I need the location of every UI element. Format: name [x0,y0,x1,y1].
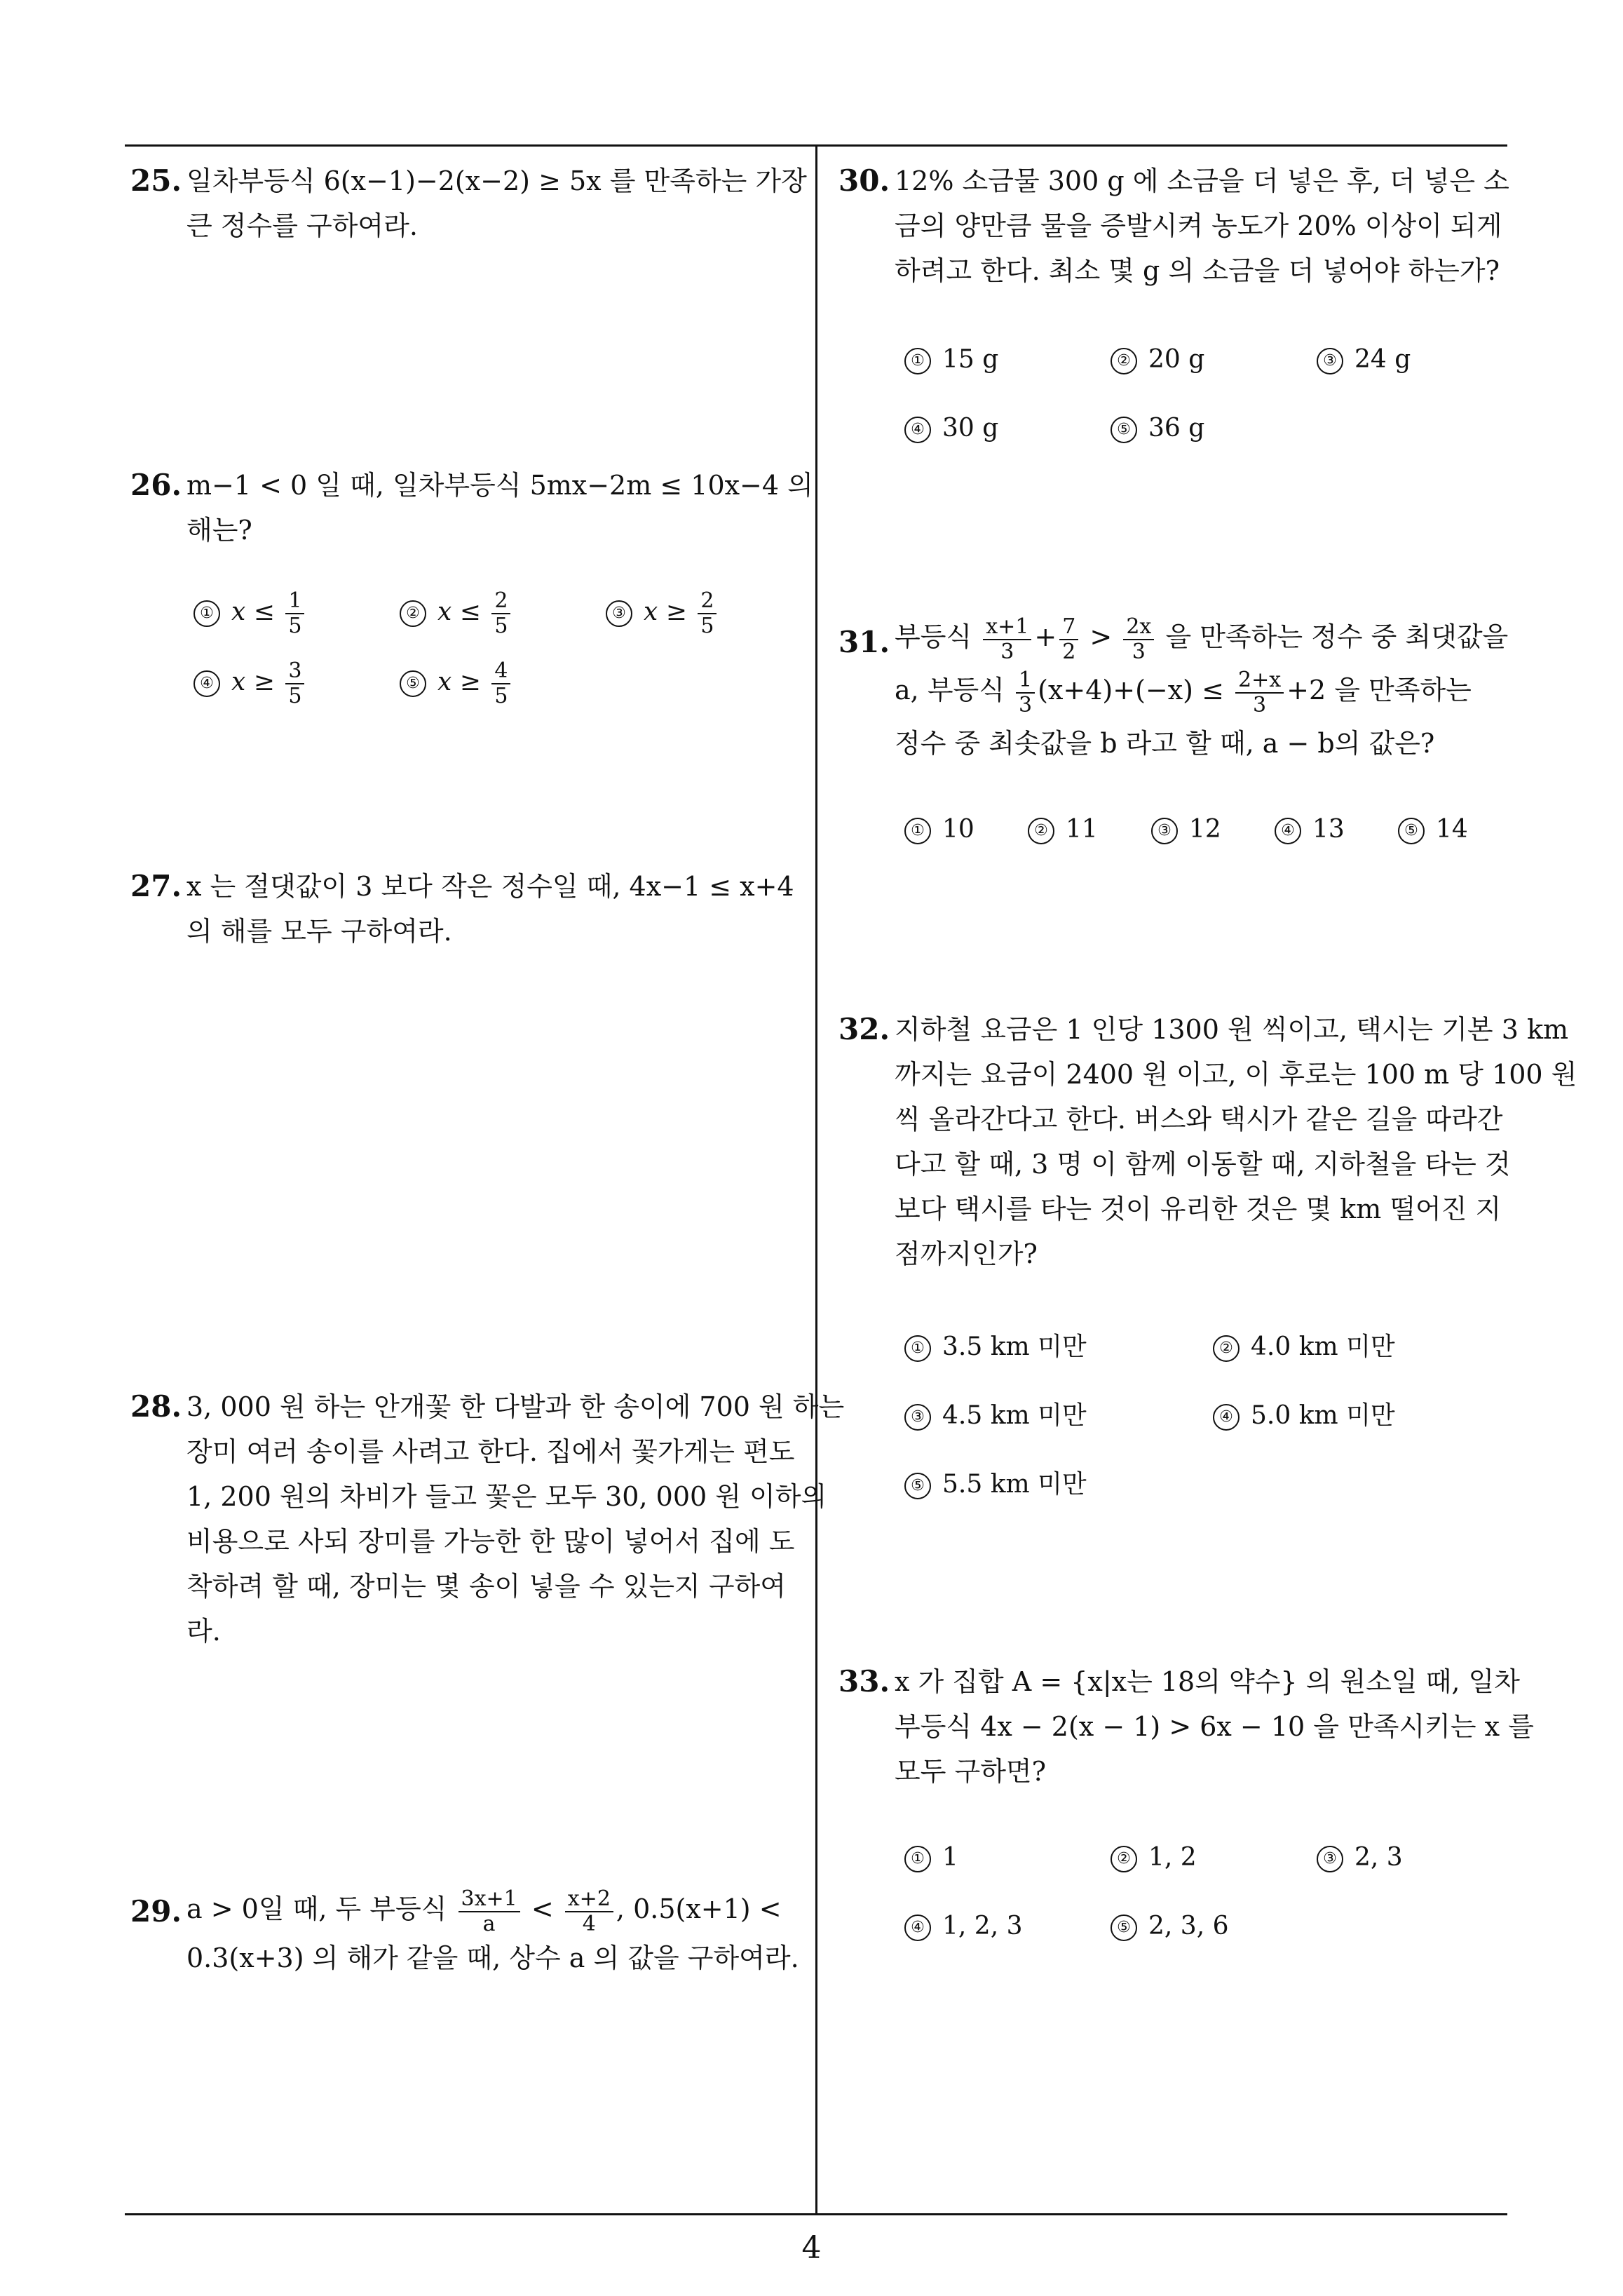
denominator: 5 [494,614,508,638]
choice-text: 1 [942,1843,958,1872]
choice-text: 12 [1189,815,1221,844]
choice-text: 5.0 km 미만 [1251,1401,1395,1430]
choice-marker: ⑤ [1398,818,1425,844]
question-number: 31. [838,625,890,659]
choice-text: 20 g [1148,345,1205,374]
numerator: 1 [285,589,304,614]
choice-1[interactable] [904,1843,958,1872]
choice-text: 13 [1312,815,1345,844]
fraction [285,659,304,708]
denominator: 3 [1000,639,1014,664]
choice-marker: ④ [193,670,220,697]
choice-marker: ② [1213,1335,1240,1362]
choice-marker: ④ [1275,818,1301,844]
choice-4[interactable] [904,414,998,443]
numerator: 2 [491,589,510,614]
fraction [1235,668,1284,717]
bottom-rule [125,2213,1507,2215]
question-text-line: 일차부등식 6(x−1)−2(x−2) ≥ 5x 를 만족하는 가장 [186,166,807,196]
question-text-line: 하려고 한다. 최소 몇 g 의 소금을 더 넣어야 하는가? [895,255,1500,286]
choice-3[interactable] [1151,815,1221,844]
choice-1[interactable] [904,345,998,374]
choice-5[interactable] [400,659,513,708]
numerator: 7 [1059,615,1078,640]
question-text-line: 모두 구하면? [895,1756,1046,1787]
choice-3[interactable] [1317,345,1411,374]
choice-5[interactable] [1398,815,1468,844]
choice-2[interactable] [1111,1843,1197,1872]
choice-marker: ① [904,348,931,374]
choice-inequality: x ≥ [437,668,481,696]
denominator: 3 [1132,639,1146,664]
choice-text: 30 g [942,414,999,443]
choice-text: 3.5 km 미만 [942,1332,1087,1361]
numerator: 3 [285,659,304,684]
numerator: 3x+1 [459,1887,520,1912]
choice-text: 15 g [942,345,999,374]
fraction [983,615,1031,664]
choice-3[interactable] [904,1396,1087,1431]
text-segment: (x+4)+(−x) ≤ [1038,675,1224,705]
question-text-line: 3, 000 원 하는 안개꽃 한 다발과 한 송이에 700 원 하는 [186,1391,845,1422]
numerator: x+2 [565,1887,613,1912]
choice-1[interactable] [904,1327,1087,1363]
question-number: 28. [130,1389,182,1424]
text-segment: , 0.5(x+1) < [616,1893,782,1924]
choice-marker: ③ [606,600,632,627]
choice-text: 2, 3, 6 [1148,1912,1229,1940]
choice-marker: ① [904,1846,931,1872]
choice-marker: ⑤ [400,670,426,697]
question-number: 30. [838,163,890,198]
choice-5[interactable] [1111,1912,1229,1941]
choice-marker: ② [1111,1846,1137,1872]
question-text-line: 정수 중 최솟값을 b 라고 할 때, a − b의 값은? [895,728,1435,759]
denominator: 4 [582,1911,596,1936]
numerator: 2x [1123,615,1154,640]
choice-text: 1, 2, 3 [942,1912,1023,1940]
fraction [565,1887,613,1936]
text-segment: 부등식 [895,621,972,652]
choice-marker: ① [193,600,220,627]
question-text-line: 보다 택시를 타는 것이 유리한 것은 몇 km 떨어진 지 [895,1194,1502,1224]
choice-marker: ③ [1317,348,1343,374]
question-text-line: 까지는 요금이 2400 원 이고, 이 후로는 100 m 당 100 원 [895,1059,1577,1090]
denominator: 3 [1253,692,1267,717]
denominator: 5 [288,614,302,638]
column-divider [815,144,817,2215]
choice-2[interactable] [400,589,513,638]
question-number: 33. [838,1664,890,1699]
choice-marker: ④ [904,417,931,443]
question-text-line: x 가 집합 A = {x|x는 18의 약수} 의 원소일 때, 일차 [895,1666,1520,1697]
less-than-sign: < [531,1893,554,1924]
choice-text: 4.5 km 미만 [942,1401,1087,1430]
denominator: 2 [1062,639,1076,664]
choice-1[interactable] [904,815,975,844]
denominator: 5 [288,684,302,708]
question-text-line: 큰 정수를 구하여라. [186,210,418,241]
choice-3[interactable] [606,589,719,638]
numerator: 2 [698,589,717,614]
choice-2[interactable] [1111,345,1204,374]
choice-5[interactable] [904,1464,1087,1500]
question-text-line: 장미 여러 송이를 사려고 한다. 집에서 꽃가게는 편도 [186,1436,795,1467]
fraction [1059,615,1078,664]
choice-text: 14 [1436,815,1468,844]
question-text-line: 씩 올라간다고 한다. 버스와 택시가 같은 길을 따라간 [895,1104,1503,1135]
choice-text: 24 g [1354,345,1411,374]
fraction [1123,615,1154,664]
question-number: 29. [130,1894,182,1929]
plus-sign: + [1034,621,1057,652]
choice-4[interactable] [904,1912,1023,1941]
numerator: 2+x [1235,668,1284,694]
choice-marker: ① [904,818,931,844]
fraction [1016,668,1035,717]
choice-marker: ③ [1317,1846,1343,1872]
question-text-line [895,614,1508,668]
choice-marker: ④ [904,1915,931,1941]
question-number: 25. [130,163,182,198]
choice-2[interactable] [1213,1327,1395,1363]
question-text-line: 다고 할 때, 3 명 이 함께 이동할 때, 지하철을 타는 것 [895,1149,1511,1180]
choice-inequality: x ≤ [437,597,481,626]
choice-marker: ③ [1151,818,1178,844]
text-segment: a, 부등식 [895,675,1005,705]
question-text-line [895,668,1508,721]
denominator: 5 [700,614,714,638]
choice-marker: ⑤ [1111,417,1137,443]
choice-marker: ② [400,600,426,627]
question-text-line: 착하려 할 때, 장미는 몇 송이 넣을 수 있는지 구하여 [186,1571,786,1602]
fraction [491,589,510,638]
fraction [698,589,717,638]
question-number: 32. [838,1012,890,1046]
choice-text: 10 [942,815,975,844]
choice-1[interactable] [193,589,307,638]
greater-than-sign: > [1089,621,1113,652]
choice-text: 36 g [1148,414,1205,443]
question-text-line: 해는? [186,515,252,546]
choice-4[interactable] [1213,1396,1395,1431]
question-number: 26. [130,468,182,502]
question-text-line: 비용으로 사되 장미를 가능한 한 많이 넣어서 집에 도 [186,1526,795,1557]
numerator: x+1 [983,615,1031,640]
numerator: 4 [491,659,510,684]
numerator: 1 [1016,668,1035,694]
question-text-line: 12% 소금물 300 g 에 소금을 더 넣은 후, 더 넣은 소 [895,166,1509,196]
question-text-line: 지하철 요금은 1 인당 1300 원 씩이고, 택시는 기본 3 km [895,1014,1569,1045]
choice-4[interactable] [193,659,307,708]
question-text-line: 금의 양만큼 물을 증발시켜 농도가 20% 이상이 되게 [895,210,1502,241]
choice-marker: ① [904,1335,931,1362]
denominator: 5 [494,684,508,708]
fraction [285,589,304,638]
choice-3[interactable] [1317,1843,1403,1872]
question-text-line: 1, 200 원의 차비가 들고 꽃은 모두 30, 000 원 이하의 [186,1481,827,1512]
text-segment: 을 만족하는 정수 중 최댓값을 [1165,621,1509,652]
question-text-line: 의 해를 모두 구하여라. [186,916,452,947]
choice-5[interactable] [1111,414,1204,443]
choice-4[interactable] [1275,815,1345,844]
question-text-line: 라. [186,1616,221,1647]
denominator: 3 [1019,692,1033,717]
question-text-line: 0.3(x+3) 의 해가 같을 때, 상수 a 의 값을 구하여라. [186,1943,799,1973]
choice-inequality: x ≥ [644,597,687,626]
choice-text: 11 [1066,815,1098,844]
choice-marker: ② [1028,818,1054,844]
choice-2[interactable] [1028,815,1098,844]
choice-marker: ④ [1213,1404,1240,1431]
denominator: a [482,1911,496,1936]
choice-text: 5.5 km 미만 [942,1470,1087,1499]
choice-marker: ③ [904,1404,931,1431]
choice-marker: ⑤ [1111,1915,1137,1941]
question-text-line: x 는 절댓값이 3 보다 작은 정수일 때, 4x−1 ≤ x+4 [186,871,794,902]
text-segment: a > 0일 때, 두 부등식 [186,1893,447,1924]
page-number: 4 [801,2230,822,2266]
question-number: 27. [130,869,182,903]
question-text-line: 점까지인가? [895,1238,1038,1269]
choice-text: 1, 2 [1148,1843,1197,1872]
fraction [459,1887,520,1936]
choice-text: 2, 3 [1354,1843,1403,1872]
choice-text: 4.0 km 미만 [1251,1332,1395,1361]
choice-inequality: x ≤ [231,597,275,626]
question-text-line: 부등식 4x − 2(x − 1) > 6x − 10 을 만족시키는 x 를 [895,1711,1534,1742]
choice-inequality: x ≥ [231,668,275,696]
fraction [491,659,510,708]
question-text-line [186,1886,799,1936]
text-segment: +2 을 만족하는 [1286,675,1472,705]
choice-marker: ⑤ [904,1473,931,1499]
question-text-line: m−1 < 0 일 때, 일차부등식 5mx−2m ≤ 10x−4 의 [186,470,813,501]
choice-marker: ② [1111,348,1137,374]
